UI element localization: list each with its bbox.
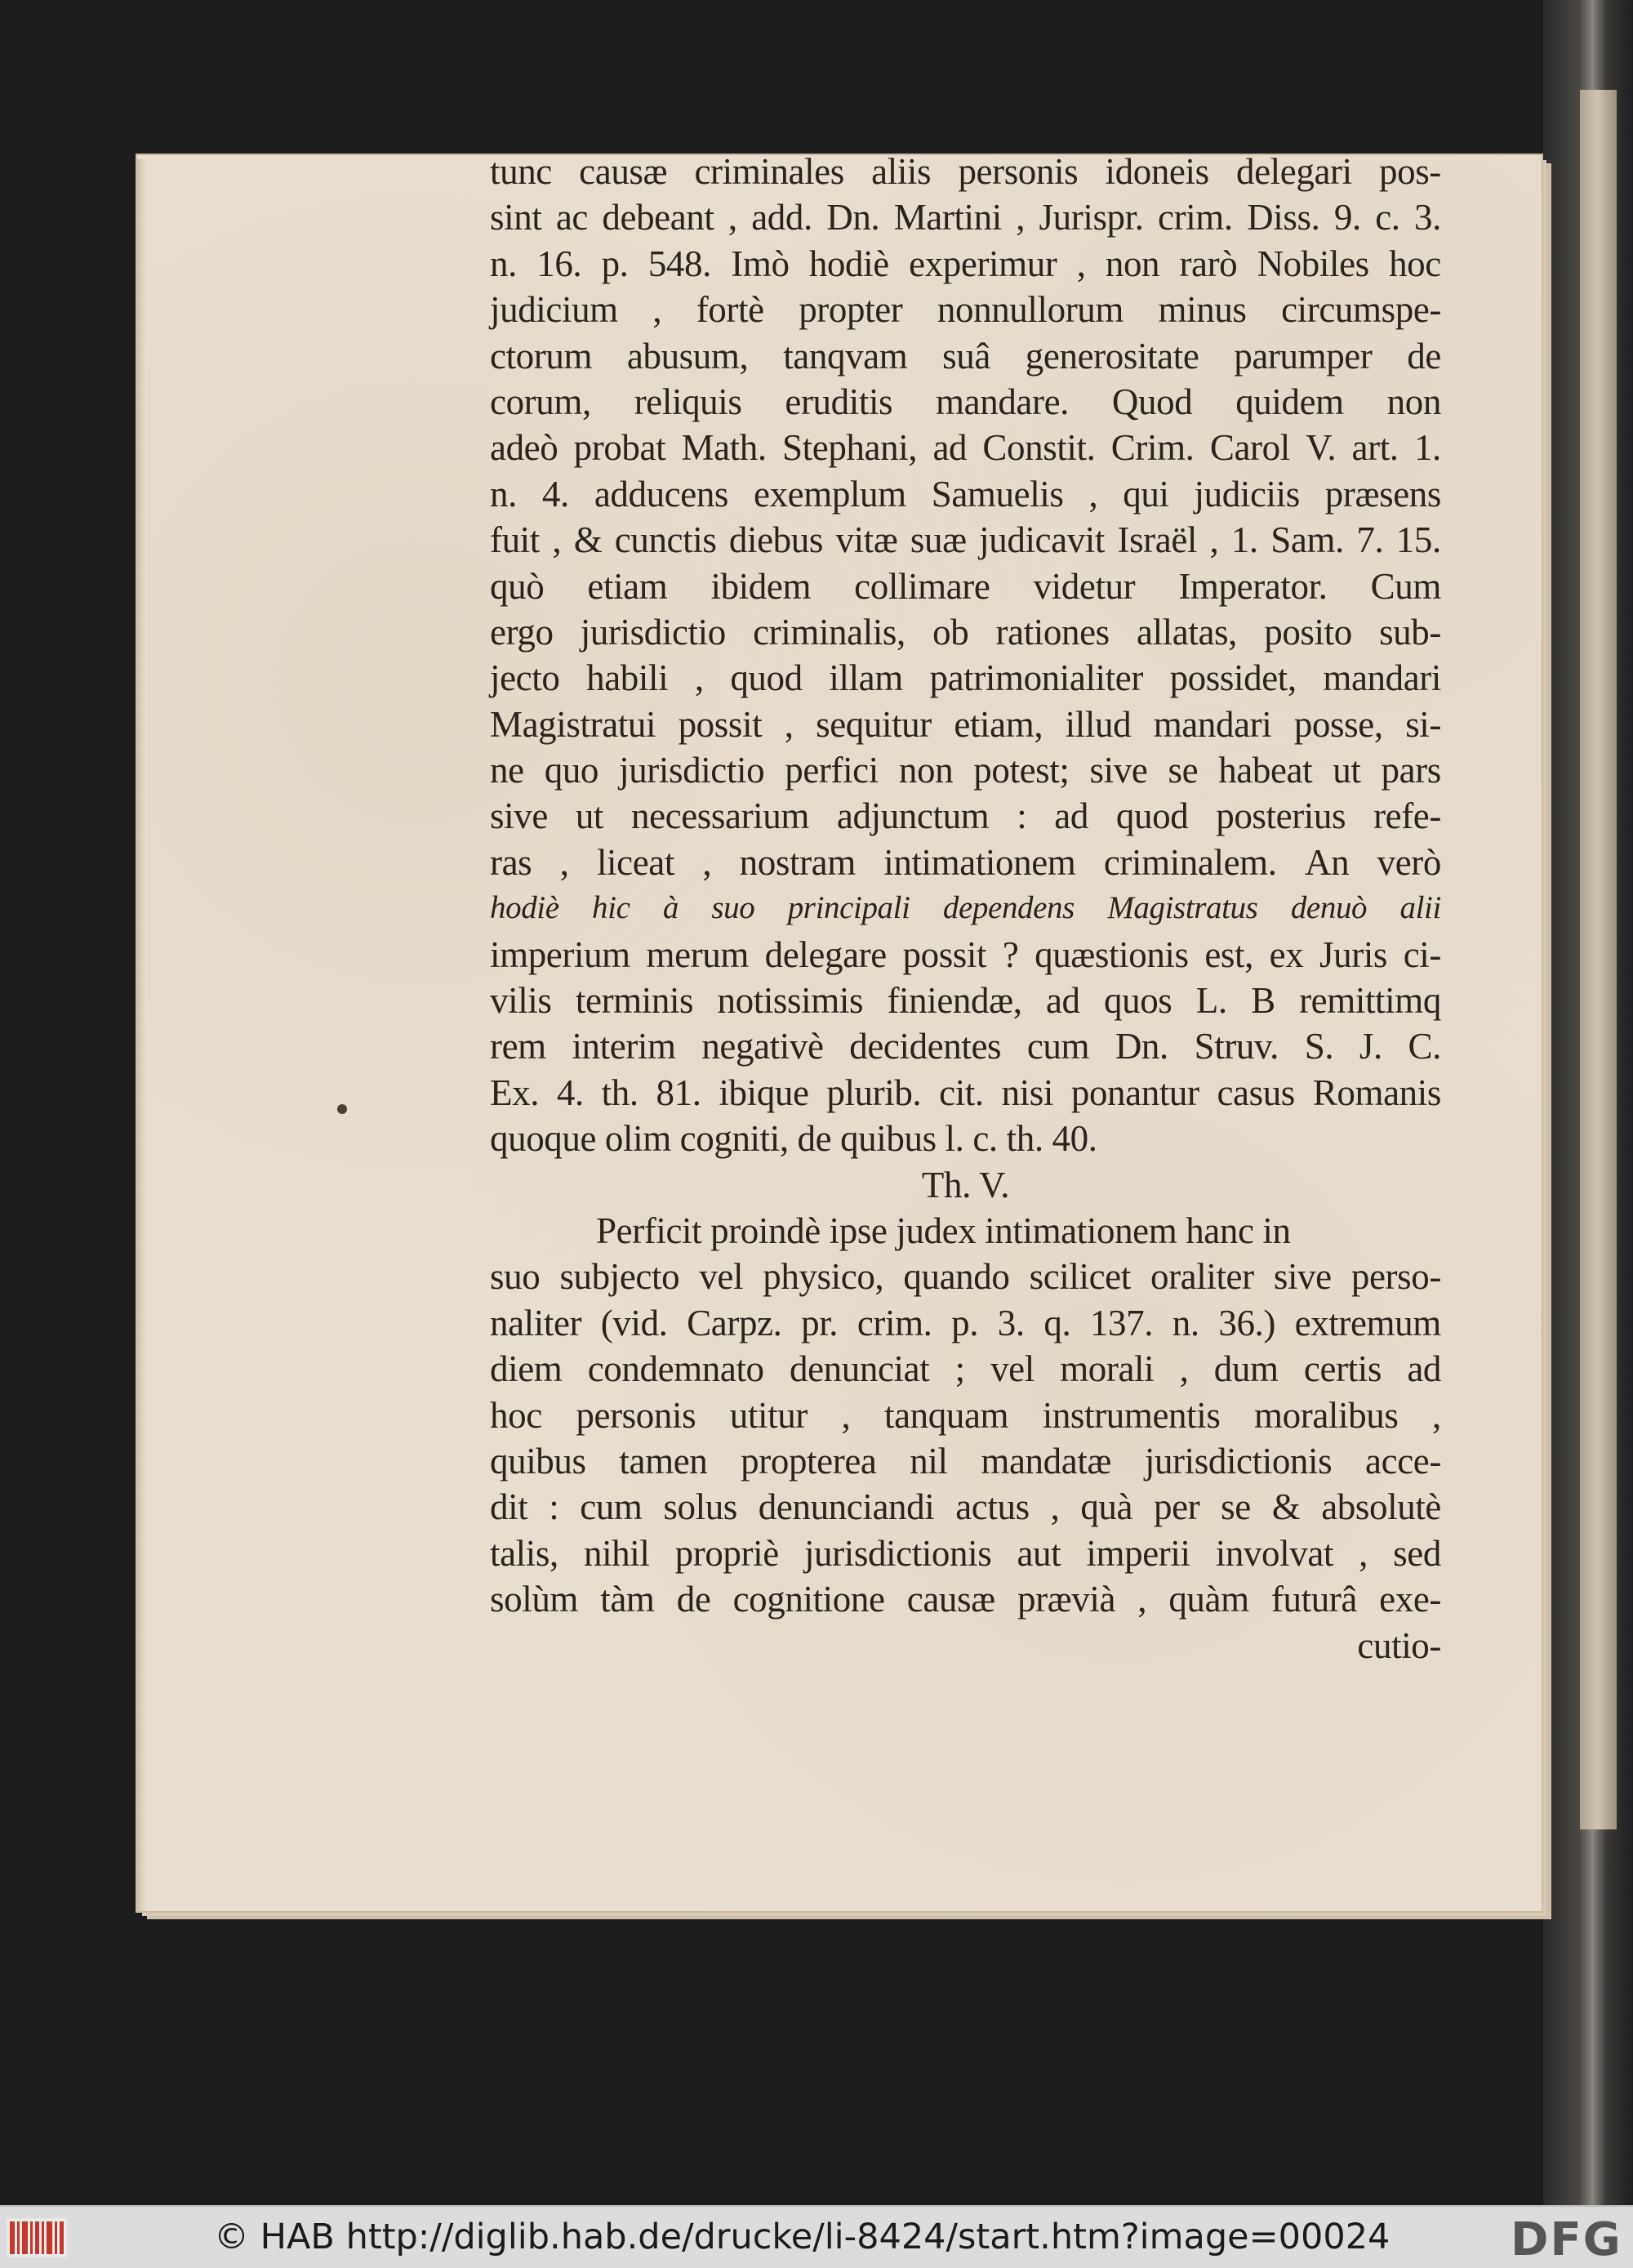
text-line: ergo jurisdictio criminalis, ob rationes allatas, posito sub-: [490, 611, 1441, 653]
text-line: hodiè hic à suo principali dependens Magistratus denuò alii: [490, 890, 1441, 926]
text-line: Perficit proindè ipse judex intimationem hanc in: [596, 1210, 1291, 1251]
source-link[interactable]: © HAB http://diglib.hab.de/drucke/li-8424/start.htm?image=00024: [214, 2217, 1390, 2257]
text-line: ctorum abusum, tanqvam suâ generositate parumper de: [490, 335, 1441, 377]
text-line: imperium merum delegare possit ? quæstionis est, ex Juris ci-: [490, 933, 1441, 975]
text-line: sive ut necessarium adjunctum : ad quod posterius refe-: [490, 795, 1441, 837]
text-line: quò etiam ibidem collimare videtur Imperator. Cum: [490, 565, 1441, 607]
text-line: naliter (vid. Carpz. pr. crim. p. 3. q. 137. n. 36.) extremum: [490, 1302, 1441, 1343]
text-line: vilis terminis notissimis finiendæ, ad quos L. B remittimq: [490, 980, 1441, 1022]
text-line: rem interim negativè decidentes cum Dn. Struv. S. J. C.: [490, 1026, 1441, 1067]
text-line: adeò probat Math. Stephani, ad Constit. Crim. Carol V. art. 1.: [490, 427, 1441, 469]
text-line: sint ac debeant , add. Dn. Martini , Jurispr. crim. Diss. 9. c. 3.: [490, 197, 1441, 238]
text-line: Magistratui possit , sequitur etiam, illud mandari posse, si-: [490, 703, 1441, 745]
text-line: suo subjecto vel physico, quando scilicet oraliter sive perso-: [490, 1256, 1441, 1298]
text-line: hoc personis utitur , tanquam instrumentis moralibus ,: [490, 1394, 1441, 1436]
catchword: cutio-: [1357, 1624, 1441, 1666]
text-line: dit : cum solus denunciandi actus , quà per se & absolutè: [490, 1486, 1441, 1528]
page-text-block: [490, 149, 1441, 1669]
text-line: fuit , & cunctis diebus vitæ suæ judicavit Israël , 1. Sam. 7. 15.: [490, 519, 1441, 561]
barcode-icon: [7, 2218, 67, 2257]
facing-page-edge: [1580, 90, 1617, 1829]
text-line: n. 16. p. 548. Imò hodiè experimur , non rarò Nobiles hoc: [490, 243, 1441, 284]
text-line: ne quo jurisdictio perfici non potest; sive se habeat ut pars: [490, 750, 1441, 791]
text-line: diem condemnato denunciat ; vel morali , dum certis ad: [490, 1348, 1441, 1390]
text-line: tunc causæ criminales aliis personis idoneis delegari pos-: [490, 151, 1441, 192]
text-line: solùm tàm de cognitione causæ prævià , quàm futurâ exe-: [490, 1579, 1441, 1620]
text-line: Ex. 4. th. 81. ibique plurib. cit. nisi ponantur casus Romanis: [490, 1072, 1441, 1113]
text-line: n. 4. adducens exemplum Samuelis , qui judiciis præsens: [490, 473, 1441, 515]
text-line: judicium , fortè propter nonnullorum minus circumspe-: [490, 289, 1441, 331]
page-stack-edge: [137, 159, 145, 1911]
dfg-logo: DFG: [1511, 2213, 1622, 2266]
ink-spot: [337, 1104, 347, 1114]
text-line: corum, reliquis eruditis mandare. Quod quidem non: [490, 381, 1441, 422]
text-line: talis, nihil propriè jurisdictionis aut imperii involvat , sed: [490, 1532, 1441, 1574]
section-heading: Th. V.: [921, 1164, 1010, 1205]
text-line: jecto habili , quod illam patrimonialiter possidet, mandari: [490, 657, 1441, 699]
text-line: quibus tamen propterea nil mandatæ jurisdictionis acce-: [490, 1440, 1441, 1482]
text-line: quoque olim cogniti, de quibus l. c. th. 40.: [490, 1118, 1097, 1160]
text-line: ras , liceat , nostram intimationem criminalem. An verò: [490, 841, 1441, 883]
viewer-footer: [0, 2205, 1633, 2268]
